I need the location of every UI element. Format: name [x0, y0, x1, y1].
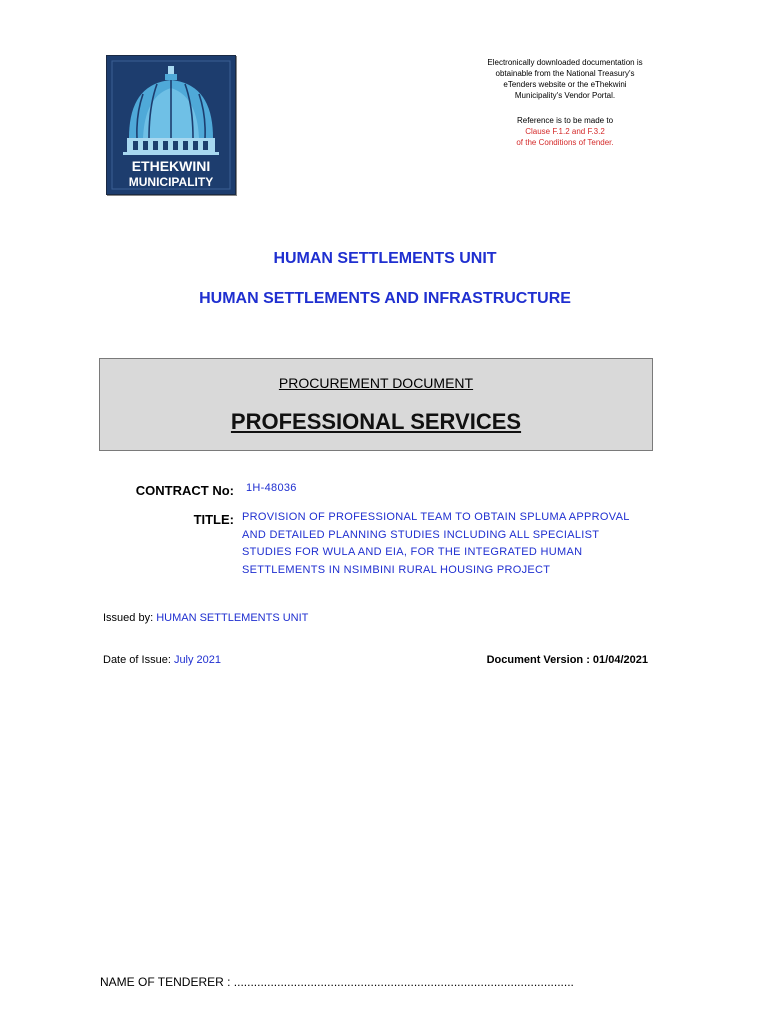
- date-of-issue-label: Date of Issue:: [103, 654, 174, 666]
- title-line: AND DETAILED PLANNING STUDIES INCLUDING ALL SPECIALIST: [242, 528, 600, 541]
- contract-title: [242, 509, 630, 579]
- download-notice: [470, 57, 660, 148]
- notice-line: eTenders website or the eThekwini: [503, 80, 627, 89]
- unit-heading: HUMAN SETTLEMENTS UNIT: [273, 250, 497, 267]
- document-version: Document Version : 01/04/2021: [486, 654, 648, 666]
- title-label: TITLE:: [193, 512, 234, 527]
- reference-conditions: of the Conditions of Tender.: [516, 138, 614, 147]
- contract-number-label: CONTRACT No:: [135, 483, 234, 498]
- issued-by-label: Issued by:: [103, 612, 157, 624]
- notice-line: Electronically downloaded documentation is: [487, 58, 643, 67]
- dome-emblem: [107, 56, 235, 194]
- reference-note: Reference is to be made to: [516, 116, 614, 125]
- issued-by-value: HUMAN SETTLEMENTS UNIT: [156, 612, 309, 624]
- logo-line1: ETHEKWINI: [131, 158, 211, 174]
- title-line: STUDIES FOR WULA AND EIA, FOR THE INTEGRATED HUMAN: [242, 546, 583, 558]
- department-heading: HUMAN SETTLEMENTS AND INFRASTRUCTURE: [199, 290, 571, 307]
- ethekwini-logo: [106, 55, 236, 195]
- notice-line: Municipality's Vendor Portal.: [514, 91, 616, 100]
- reference-clause: Clause F.1.2 and F.3.2: [525, 127, 605, 136]
- professional-services-title: PROFESSIONAL SERVICES: [230, 409, 522, 434]
- issued-by: [103, 612, 308, 624]
- logo-line2: MUNICIPALITY: [128, 175, 214, 189]
- date-of-issue-value: July 2021: [173, 654, 222, 666]
- document-type-box: [99, 358, 653, 451]
- name-of-tenderer-field: NAME OF TENDERER : ......................................................................................................: [100, 975, 574, 989]
- contract-number: 1H-48036: [246, 482, 297, 494]
- notice-line: obtainable from the National Treasury's: [495, 69, 635, 78]
- date-of-issue: [103, 654, 221, 666]
- procurement-document-label: PROCUREMENT DOCUMENT: [278, 375, 474, 391]
- title-line: PROVISION OF PROFESSIONAL TEAM TO OBTAIN SPLUMA APPROVAL: [242, 511, 630, 523]
- title-line: SETTLEMENTS IN NSIMBINI RURAL HOUSING PROJECT: [242, 563, 551, 576]
